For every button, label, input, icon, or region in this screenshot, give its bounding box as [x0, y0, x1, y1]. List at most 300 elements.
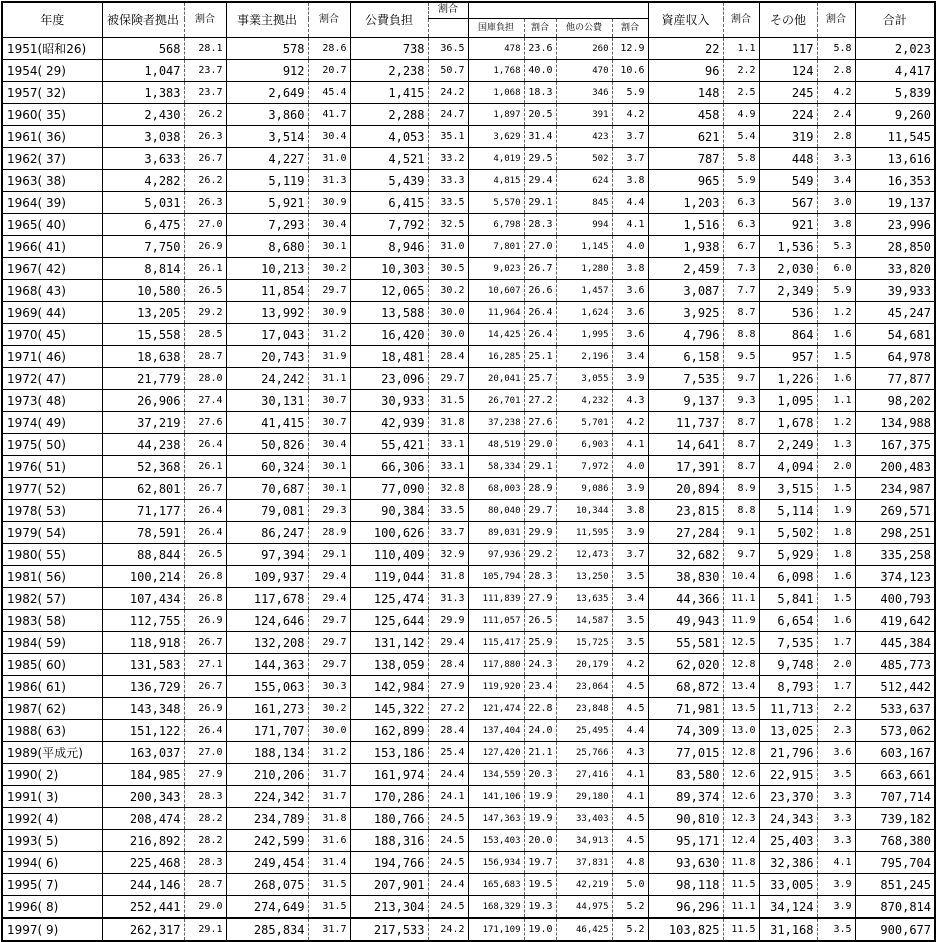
- cell-total: 419,642: [855, 610, 935, 632]
- cell-national-ratio: 22.8: [524, 698, 556, 720]
- cell-employer: 578: [226, 38, 308, 60]
- cell-insured: 163,037: [102, 742, 184, 764]
- table-row: [2, 500, 935, 522]
- cell-other: 11,713: [759, 698, 817, 720]
- cell-national-ratio: 26.7: [524, 258, 556, 280]
- cell-asset-ratio: 13.0: [723, 720, 759, 742]
- cell-national-ratio: 28.3: [524, 566, 556, 588]
- cell-asset: 55,581: [648, 632, 723, 654]
- table-row: [2, 896, 935, 919]
- cell-employer: 60,324: [226, 456, 308, 478]
- cell-employer-ratio: 31.9: [308, 346, 350, 368]
- cell-insured-ratio: 27.0: [184, 742, 226, 764]
- cell-other-ratio: 1.6: [817, 368, 855, 390]
- cell-asset-ratio: 10.4: [723, 566, 759, 588]
- cell-employer-ratio: 29.4: [308, 566, 350, 588]
- cell-other: 21,796: [759, 742, 817, 764]
- table-row: [2, 522, 935, 544]
- cell-national: 137,404: [468, 720, 524, 742]
- cell-public: 153,186: [350, 742, 428, 764]
- cell-other-public: 44,975: [556, 896, 612, 919]
- cell-other-public-ratio: 10.6: [612, 60, 648, 82]
- cell-year: 1988( 63): [2, 720, 102, 742]
- cell-employer-ratio: 31.3: [308, 170, 350, 192]
- cell-public-ratio: 24.2: [428, 918, 468, 941]
- cell-employer-ratio: 30.1: [308, 456, 350, 478]
- cell-asset: 77,015: [648, 742, 723, 764]
- cell-asset: 6,158: [648, 346, 723, 368]
- cell-other: 567: [759, 192, 817, 214]
- cell-asset: 96: [648, 60, 723, 82]
- cell-year: 1968( 43): [2, 280, 102, 302]
- cell-employer: 144,363: [226, 654, 308, 676]
- cell-employer-ratio: 31.2: [308, 742, 350, 764]
- cell-national-ratio: 20.3: [524, 764, 556, 786]
- cell-insured-ratio: 26.5: [184, 280, 226, 302]
- cell-insured: 1,383: [102, 82, 184, 104]
- cell-other-public-ratio: 3.5: [612, 632, 648, 654]
- cell-public-ratio: 32.9: [428, 544, 468, 566]
- cell-employer: 30,131: [226, 390, 308, 412]
- cell-asset: 96,296: [648, 896, 723, 919]
- cell-other-public-ratio: 4.1: [612, 434, 648, 456]
- cell-insured-ratio: 29.0: [184, 896, 226, 919]
- cell-asset-ratio: 5.4: [723, 126, 759, 148]
- cell-other-ratio: 1.7: [817, 676, 855, 698]
- cell-national: 121,474: [468, 698, 524, 720]
- cell-national: 26,701: [468, 390, 524, 412]
- table-row: [2, 676, 935, 698]
- cell-public: 18,481: [350, 346, 428, 368]
- cell-other-public-ratio: 3.6: [612, 324, 648, 346]
- cell-asset-ratio: 11.5: [723, 874, 759, 896]
- cell-asset: 7,535: [648, 368, 723, 390]
- cell-employer: 210,206: [226, 764, 308, 786]
- header-public-ratio: 割合: [428, 2, 468, 19]
- cell-other: 536: [759, 302, 817, 324]
- cell-other-ratio: 3.3: [817, 148, 855, 170]
- cell-other-ratio: 1.6: [817, 324, 855, 346]
- cell-national-ratio: 29.1: [524, 456, 556, 478]
- cell-national-ratio: 29.2: [524, 544, 556, 566]
- cell-asset: 14,641: [648, 434, 723, 456]
- cell-insured: 52,368: [102, 456, 184, 478]
- cell-public-ratio: 28.4: [428, 720, 468, 742]
- cell-other-public: 12,473: [556, 544, 612, 566]
- cell-public-ratio: 29.9: [428, 610, 468, 632]
- cell-other-ratio: 5.9: [817, 280, 855, 302]
- cell-asset: 11,737: [648, 412, 723, 434]
- cell-other: 957: [759, 346, 817, 368]
- cell-national-ratio: 25.9: [524, 632, 556, 654]
- cell-other: 224: [759, 104, 817, 126]
- cell-insured-ratio: 26.3: [184, 126, 226, 148]
- cell-other-public: 13,250: [556, 566, 612, 588]
- cell-national: 1,768: [468, 60, 524, 82]
- cell-asset: 23,815: [648, 500, 723, 522]
- cell-public: 194,766: [350, 852, 428, 874]
- cell-other-public: 1,624: [556, 302, 612, 324]
- cell-public: 1,415: [350, 82, 428, 104]
- cell-national-ratio: 31.4: [524, 126, 556, 148]
- cell-employer: 274,649: [226, 896, 308, 919]
- cell-public: 7,792: [350, 214, 428, 236]
- cell-other-ratio: 3.3: [817, 786, 855, 808]
- cell-national-ratio: 29.4: [524, 170, 556, 192]
- cell-insured: 568: [102, 38, 184, 60]
- cell-other-public-ratio: 5.2: [612, 918, 648, 941]
- cell-insured: 6,475: [102, 214, 184, 236]
- cell-insured-ratio: 26.7: [184, 478, 226, 500]
- table-row: [2, 698, 935, 720]
- cell-asset-ratio: 9.3: [723, 390, 759, 412]
- cell-public: 66,306: [350, 456, 428, 478]
- cell-public-ratio: 25.4: [428, 742, 468, 764]
- cell-asset-ratio: 4.9: [723, 104, 759, 126]
- cell-other: 117: [759, 38, 817, 60]
- cell-other: 5,929: [759, 544, 817, 566]
- cell-other-ratio: 1.5: [817, 478, 855, 500]
- cell-insured: 208,474: [102, 808, 184, 830]
- cell-insured: 71,177: [102, 500, 184, 522]
- cell-insured-ratio: 27.6: [184, 412, 226, 434]
- header-other-ratio: 割合: [817, 2, 855, 38]
- cell-year: 1975( 50): [2, 434, 102, 456]
- table-row: [2, 456, 935, 478]
- cell-insured: 44,238: [102, 434, 184, 456]
- cell-other-ratio: 1.1: [817, 390, 855, 412]
- cell-total: 45,247: [855, 302, 935, 324]
- cell-other-public: 1,280: [556, 258, 612, 280]
- cell-public: 4,521: [350, 148, 428, 170]
- cell-other-public: 470: [556, 60, 612, 82]
- cell-public: 119,044: [350, 566, 428, 588]
- cell-other-public: 2,196: [556, 346, 612, 368]
- cell-insured-ratio: 26.7: [184, 148, 226, 170]
- cell-employer: 41,415: [226, 412, 308, 434]
- cell-year: 1992( 4): [2, 808, 102, 830]
- cell-public-ratio: 31.5: [428, 390, 468, 412]
- cell-total: 900,677: [855, 918, 935, 941]
- cell-employer-ratio: 29.7: [308, 280, 350, 302]
- cell-employer: 124,646: [226, 610, 308, 632]
- cell-national-ratio: 23.4: [524, 676, 556, 698]
- cell-year: 1989(平成元): [2, 742, 102, 764]
- cell-employer: 20,743: [226, 346, 308, 368]
- cell-public-ratio: 24.7: [428, 104, 468, 126]
- cell-insured: 18,638: [102, 346, 184, 368]
- cell-public: 110,409: [350, 544, 428, 566]
- cell-other: 2,030: [759, 258, 817, 280]
- cell-insured-ratio: 27.0: [184, 214, 226, 236]
- cell-public-ratio: 31.3: [428, 588, 468, 610]
- cell-employer-ratio: 31.8: [308, 808, 350, 830]
- cell-insured: 216,892: [102, 830, 184, 852]
- header-total: 合計: [855, 2, 935, 38]
- cell-public-ratio: 29.7: [428, 368, 468, 390]
- cell-other-public: 1,457: [556, 280, 612, 302]
- cell-employer: 50,826: [226, 434, 308, 456]
- cell-insured-ratio: 28.7: [184, 874, 226, 896]
- cell-other-public-ratio: 4.4: [612, 720, 648, 742]
- cell-public-ratio: 30.0: [428, 302, 468, 324]
- cell-national-ratio: 29.7: [524, 500, 556, 522]
- cell-employer-ratio: 20.7: [308, 60, 350, 82]
- cell-year: 1962( 37): [2, 148, 102, 170]
- cell-employer-ratio: 30.4: [308, 214, 350, 236]
- cell-other-public-ratio: 3.4: [612, 588, 648, 610]
- cell-other: 6,654: [759, 610, 817, 632]
- cell-insured: 21,779: [102, 368, 184, 390]
- cell-other-ratio: 1.2: [817, 302, 855, 324]
- header-other-public: 他の公費: [556, 19, 612, 38]
- cell-total: 2,023: [855, 38, 935, 60]
- cell-other: 32,386: [759, 852, 817, 874]
- cell-total: 335,258: [855, 544, 935, 566]
- cell-insured: 62,801: [102, 478, 184, 500]
- header-asset: 資産収入: [648, 2, 723, 38]
- cell-insured: 100,214: [102, 566, 184, 588]
- table-row: [2, 412, 935, 434]
- financing-table: [1, 1, 936, 942]
- cell-public: 10,303: [350, 258, 428, 280]
- cell-insured-ratio: 26.4: [184, 434, 226, 456]
- cell-other-ratio: 1.9: [817, 500, 855, 522]
- cell-other-public: 7,972: [556, 456, 612, 478]
- cell-public-ratio: 30.2: [428, 280, 468, 302]
- cell-total: 16,353: [855, 170, 935, 192]
- cell-year: 1982( 57): [2, 588, 102, 610]
- cell-other-public: 29,180: [556, 786, 612, 808]
- cell-public-ratio: 27.9: [428, 676, 468, 698]
- cell-insured-ratio: 26.4: [184, 500, 226, 522]
- cell-other-public: 4,232: [556, 390, 612, 412]
- cell-employer-ratio: 30.4: [308, 434, 350, 456]
- cell-employer: 86,247: [226, 522, 308, 544]
- cell-public: 145,322: [350, 698, 428, 720]
- cell-insured: 244,146: [102, 874, 184, 896]
- cell-other-public-ratio: 4.2: [612, 412, 648, 434]
- table-row: [2, 148, 935, 170]
- cell-insured-ratio: 26.3: [184, 192, 226, 214]
- cell-other-ratio: 5.3: [817, 236, 855, 258]
- cell-national: 11,964: [468, 302, 524, 324]
- cell-insured-ratio: 26.2: [184, 170, 226, 192]
- cell-other-public: 11,595: [556, 522, 612, 544]
- cell-asset: 83,580: [648, 764, 723, 786]
- cell-asset-ratio: 11.8: [723, 852, 759, 874]
- table-row: [2, 544, 935, 566]
- cell-national: 10,607: [468, 280, 524, 302]
- cell-national-ratio: 27.6: [524, 412, 556, 434]
- cell-asset: 49,943: [648, 610, 723, 632]
- cell-public: 5,439: [350, 170, 428, 192]
- header-employer: 事業主拠出: [226, 2, 308, 38]
- cell-other: 124: [759, 60, 817, 82]
- cell-national: 3,629: [468, 126, 524, 148]
- table-row: [2, 214, 935, 236]
- cell-employer: 13,992: [226, 302, 308, 324]
- cell-national: 171,109: [468, 918, 524, 941]
- cell-other-public: 34,913: [556, 830, 612, 852]
- cell-national: 58,334: [468, 456, 524, 478]
- cell-total: 11,545: [855, 126, 935, 148]
- cell-total: 33,820: [855, 258, 935, 280]
- table-body: [2, 38, 935, 942]
- cell-public: 217,533: [350, 918, 428, 941]
- cell-other: 22,915: [759, 764, 817, 786]
- cell-insured: 252,441: [102, 896, 184, 919]
- cell-year: 1977( 52): [2, 478, 102, 500]
- cell-other-public: 502: [556, 148, 612, 170]
- cell-public: 8,946: [350, 236, 428, 258]
- cell-national: 127,420: [468, 742, 524, 764]
- cell-public-ratio: 24.5: [428, 808, 468, 830]
- cell-national-ratio: 20.0: [524, 830, 556, 852]
- cell-asset: 2,459: [648, 258, 723, 280]
- cell-insured: 262,317: [102, 918, 184, 941]
- cell-employer: 10,213: [226, 258, 308, 280]
- cell-asset: 1,516: [648, 214, 723, 236]
- cell-national: 141,106: [468, 786, 524, 808]
- cell-other: 4,094: [759, 456, 817, 478]
- cell-year: 1997( 9): [2, 918, 102, 941]
- cell-insured-ratio: 26.1: [184, 456, 226, 478]
- cell-employer: 224,342: [226, 786, 308, 808]
- cell-national-ratio: 26.4: [524, 324, 556, 346]
- cell-public: 161,974: [350, 764, 428, 786]
- cell-public-ratio: 30.0: [428, 324, 468, 346]
- cell-other-public-ratio: 4.5: [612, 808, 648, 830]
- cell-public: 100,626: [350, 522, 428, 544]
- cell-other-public: 1,995: [556, 324, 612, 346]
- cell-year: 1993( 5): [2, 830, 102, 852]
- cell-insured-ratio: 28.0: [184, 368, 226, 390]
- cell-other: 7,535: [759, 632, 817, 654]
- cell-national-ratio: 29.0: [524, 434, 556, 456]
- cell-other: 24,343: [759, 808, 817, 830]
- cell-national: 115,417: [468, 632, 524, 654]
- cell-year: 1973( 48): [2, 390, 102, 412]
- cell-asset-ratio: 1.1: [723, 38, 759, 60]
- cell-national: 14,425: [468, 324, 524, 346]
- cell-asset: 1,203: [648, 192, 723, 214]
- cell-asset: 95,171: [648, 830, 723, 852]
- cell-other-ratio: 3.6: [817, 742, 855, 764]
- cell-other: 864: [759, 324, 817, 346]
- cell-insured-ratio: 26.9: [184, 698, 226, 720]
- cell-public: 55,421: [350, 434, 428, 456]
- cell-national-ratio: 19.0: [524, 918, 556, 941]
- cell-insured: 26,906: [102, 390, 184, 412]
- cell-asset: 93,630: [648, 852, 723, 874]
- cell-national: 165,683: [468, 874, 524, 896]
- cell-employer-ratio: 31.5: [308, 874, 350, 896]
- cell-public: 13,588: [350, 302, 428, 324]
- cell-employer: 268,075: [226, 874, 308, 896]
- cell-national: 80,040: [468, 500, 524, 522]
- table-row: [2, 874, 935, 896]
- cell-other-public-ratio: 4.8: [612, 852, 648, 874]
- cell-employer-ratio: 30.2: [308, 698, 350, 720]
- cell-other-public-ratio: 4.3: [612, 390, 648, 412]
- cell-employer: 70,687: [226, 478, 308, 500]
- cell-asset-ratio: 5.8: [723, 148, 759, 170]
- cell-employer-ratio: 30.9: [308, 192, 350, 214]
- cell-year: 1963( 38): [2, 170, 102, 192]
- cell-asset-ratio: 8.8: [723, 324, 759, 346]
- cell-other-public: 13,635: [556, 588, 612, 610]
- cell-other-public-ratio: 4.3: [612, 742, 648, 764]
- cell-total: 98,202: [855, 390, 935, 412]
- cell-asset-ratio: 12.8: [723, 742, 759, 764]
- cell-insured: 112,755: [102, 610, 184, 632]
- cell-insured-ratio: 26.4: [184, 720, 226, 742]
- cell-other-public-ratio: 3.4: [612, 346, 648, 368]
- cell-other-public-ratio: 4.5: [612, 676, 648, 698]
- cell-national: 147,363: [468, 808, 524, 830]
- table-row: [2, 258, 935, 280]
- cell-other: 245: [759, 82, 817, 104]
- cell-employer: 3,860: [226, 104, 308, 126]
- cell-national: 89,031: [468, 522, 524, 544]
- cell-other-ratio: 3.8: [817, 214, 855, 236]
- cell-employer-ratio: 30.7: [308, 390, 350, 412]
- cell-insured-ratio: 26.8: [184, 588, 226, 610]
- table-row: [2, 808, 935, 830]
- cell-employer: 242,599: [226, 830, 308, 852]
- cell-year: 1990( 2): [2, 764, 102, 786]
- cell-asset-ratio: 12.3: [723, 808, 759, 830]
- cell-year: 1964( 39): [2, 192, 102, 214]
- cell-total: 19,137: [855, 192, 935, 214]
- cell-insured: 118,918: [102, 632, 184, 654]
- cell-asset-ratio: 9.7: [723, 544, 759, 566]
- cell-other-ratio: 3.0: [817, 192, 855, 214]
- cell-employer-ratio: 29.7: [308, 654, 350, 676]
- cell-employer-ratio: 31.7: [308, 786, 350, 808]
- cell-other-public-ratio: 3.9: [612, 368, 648, 390]
- cell-asset: 17,391: [648, 456, 723, 478]
- cell-other-public-ratio: 4.5: [612, 830, 648, 852]
- cell-insured: 136,729: [102, 676, 184, 698]
- cell-other-public-ratio: 4.1: [612, 214, 648, 236]
- cell-total: 269,571: [855, 500, 935, 522]
- cell-national: 478: [468, 38, 524, 60]
- cell-other-ratio: 2.8: [817, 126, 855, 148]
- cell-public: 77,090: [350, 478, 428, 500]
- cell-year: 1967( 42): [2, 258, 102, 280]
- cell-public-ratio: 24.5: [428, 896, 468, 919]
- cell-insured: 225,468: [102, 852, 184, 874]
- cell-other: 1,226: [759, 368, 817, 390]
- cell-total: 485,773: [855, 654, 935, 676]
- cell-employer: 234,789: [226, 808, 308, 830]
- cell-other-public-ratio: 5.2: [612, 896, 648, 919]
- cell-public-ratio: 29.4: [428, 632, 468, 654]
- cell-public-ratio: 32.5: [428, 214, 468, 236]
- cell-other: 33,005: [759, 874, 817, 896]
- cell-national-ratio: 19.7: [524, 852, 556, 874]
- cell-insured-ratio: 26.8: [184, 566, 226, 588]
- cell-public-ratio: 24.5: [428, 830, 468, 852]
- header-insured: 被保険者拠出: [102, 2, 184, 38]
- cell-other: 5,502: [759, 522, 817, 544]
- cell-insured: 4,282: [102, 170, 184, 192]
- cell-asset-ratio: 8.8: [723, 500, 759, 522]
- cell-public: 170,286: [350, 786, 428, 808]
- cell-other: 2,249: [759, 434, 817, 456]
